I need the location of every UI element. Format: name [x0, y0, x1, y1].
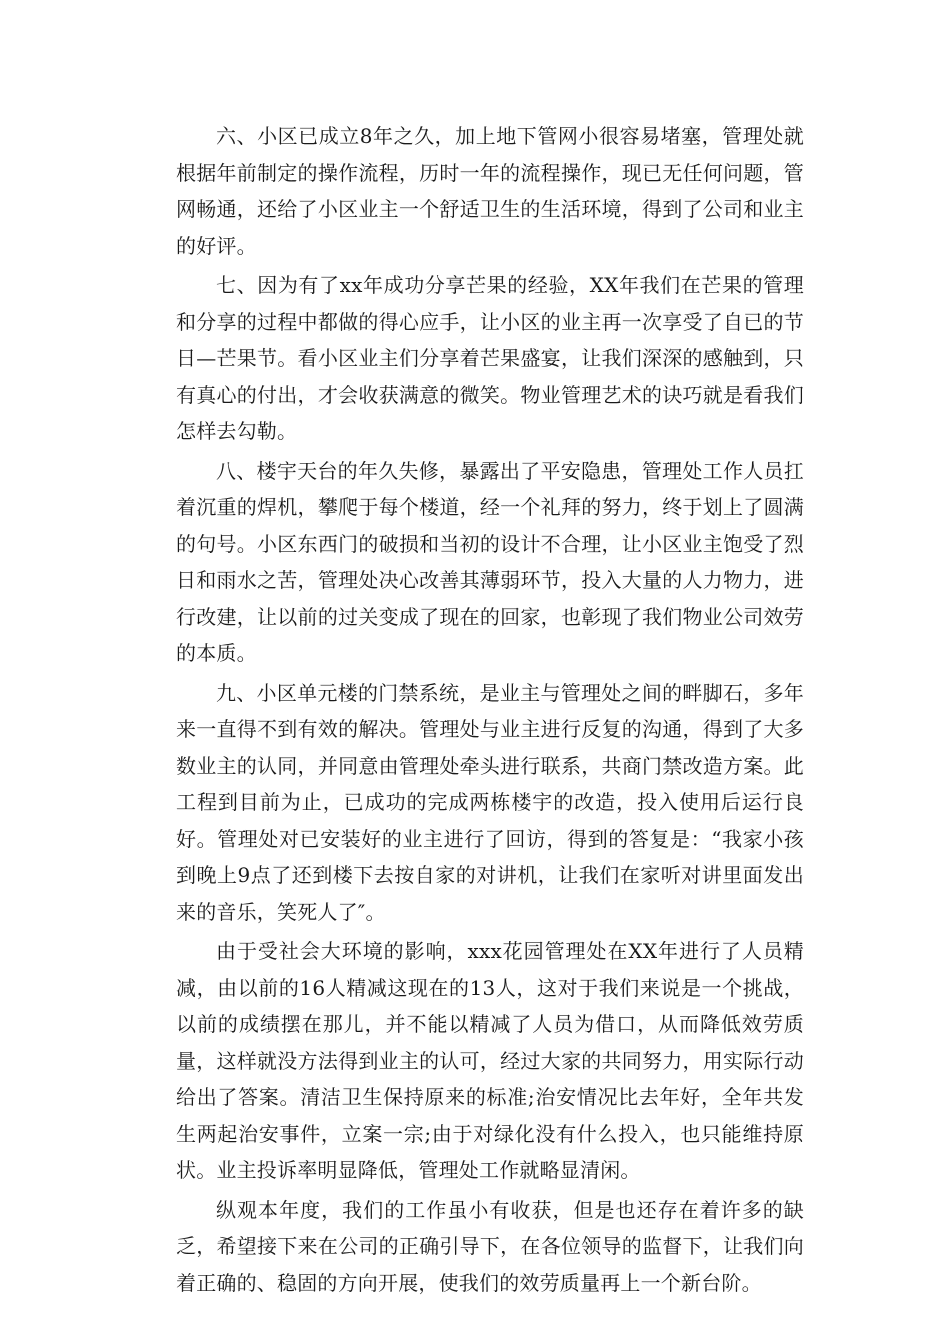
paragraph-staffing: 由于受社会大环境的影响，xxx花园管理处在XX年进行了人员精减，由以前的16人精减这现在的13人，这对于我们来说是一个挑战，以前的成绩摆在那儿，并不能以精减了人员为借口，从而降低效劳质量，这样就没方法得到业主的认可，经过大家的共同努力，用实际行动给出了答案。清洁卫生保持原来的标准;治安情况比去年好，全年共发生两起治安事件，立案一宗;由于对绿化没有什么投入，也只能维持原状。业主投诉率明显降低，管理处工作就略显清闲。 — [176, 939, 804, 1182]
paragraph-item-9: 九、小区单元楼的门禁系统，是业主与管理处之间的畔脚石，多年来一直得不到有效的解决。管理处与业主进行反复的沟通，得到了大多数业主的认同，并同意由管理处牵头进行联系，共商门禁改造方案。此工程到目前为止，已成功的完成两栋楼宇的改造，投入使用后运行良好。管理处对已安装好的业主进行了回访，得到的答复是：“我家小孩到晚上9点了还到楼下去按自家的对讲机，让我们在家听对讲里面发出来的音乐，笑死人了″。 — [176, 680, 804, 924]
paragraph-item-8: 八、楼宇天台的年久失修，暴露出了平安隐患，管理处工作人员扛着沉重的焊机，攀爬于每个楼道，经一个礼拜的努力，终于划上了圆满的句号。小区东西门的破损和当初的设计不合理，让小区业主饱受了烈日和雨水之苦，管理处决心改善其薄弱环节，投入大量的人力物力，进行改建，让以前的过关变成了现在的回家，也彰现了我们物业公司效劳的本质。 — [176, 458, 804, 665]
paragraph-item-6: 六、小区已成立8年之久，加上地下管网小很容易堵塞，管理处就根据年前制定的操作流程，历时一年的流程操作，现已无任何问题，管网畅通，还给了小区业主一个舒适卫生的生活环境，得到了公司和业主的好评。 — [176, 124, 804, 258]
paragraph-item-7: 七、因为有了xx年成功分享芒果的经验，XX年我们在芒果的管理和分享的过程中都做的得心应手，让小区的业主再一次享受了自已的节日—芒果节。看小区业主们分享着芒果盛宴，让我们深深的感触到，只有真心的付出，才会收获满意的微笑。物业管理艺术的诀巧就是看我们怎样去勾勒。 — [176, 273, 804, 443]
document-body — [176, 118, 804, 1304]
paragraph-conclusion: 纵观本年度，我们的工作虽小有收获，但是也还存在着许多的缺乏，希望接下来在公司的正确引导下，在各位领导的监督下，让我们向着正确的、稳固的方向开展，使我们的效劳质量再上一个新台阶。 — [176, 1197, 804, 1295]
